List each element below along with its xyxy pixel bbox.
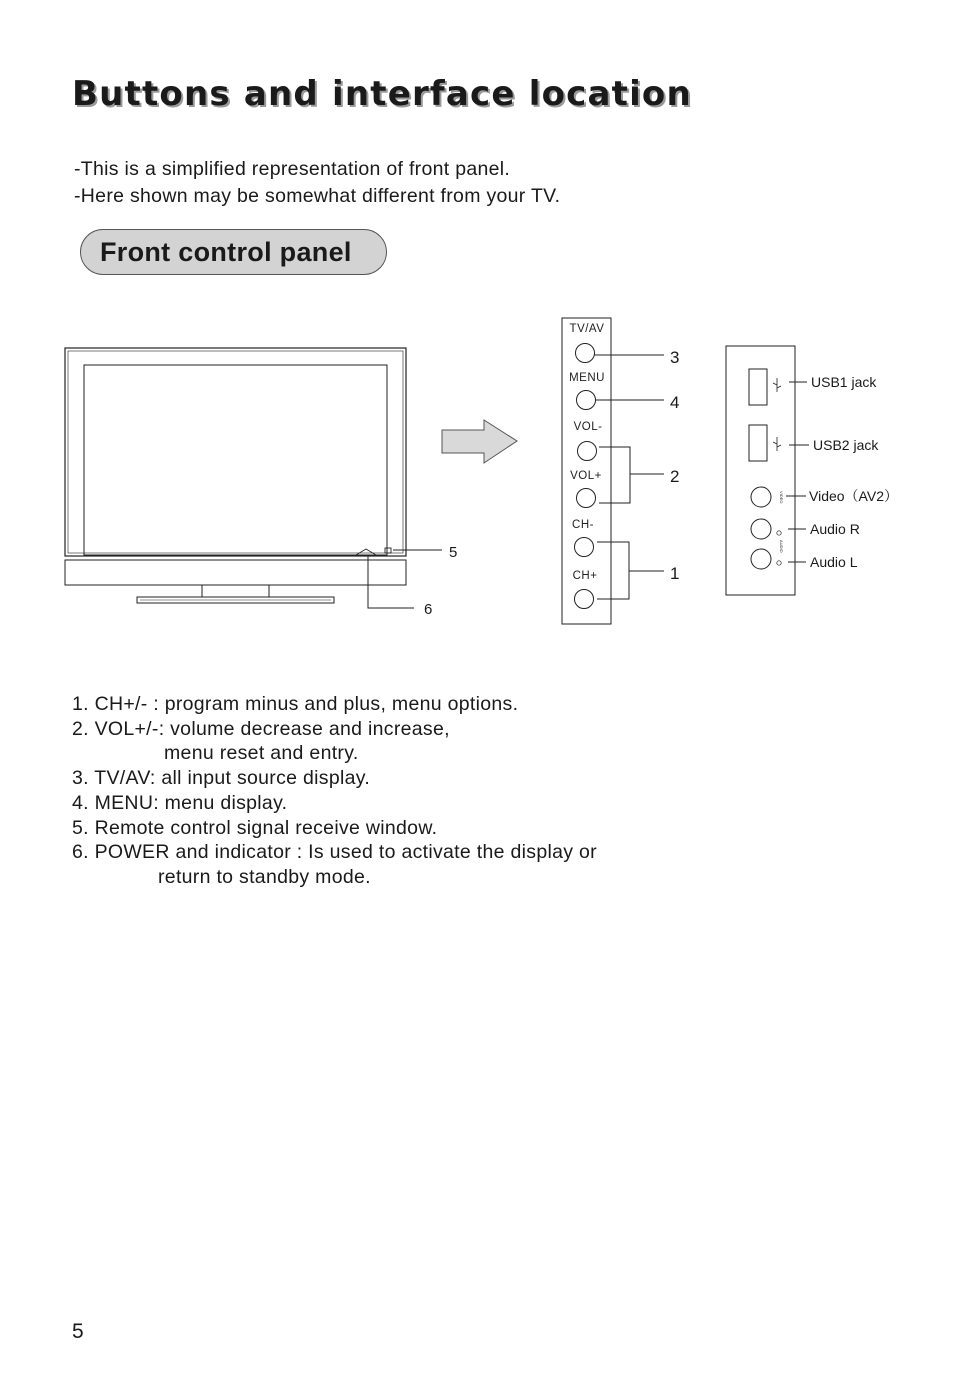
usb-icon — [773, 437, 781, 451]
audio-r-jack[interactable] — [751, 519, 771, 539]
tv-illustration — [65, 348, 406, 603]
button-label-menu: MENU — [569, 372, 605, 384]
usb1-port[interactable] — [749, 369, 767, 405]
video-label: Video（AV2） — [809, 488, 898, 504]
callout-2: 2 — [670, 467, 680, 486]
callout-6: 6 — [424, 601, 433, 618]
button-label-ch-plus: CH+ — [572, 570, 598, 582]
front-panel-diagram — [0, 300, 954, 640]
vol-plus-button[interactable] — [577, 489, 596, 508]
button-label-vol-plus: VOL+ — [570, 470, 602, 482]
section-label: Front control panel — [80, 229, 387, 275]
callout-5: 5 — [449, 544, 458, 561]
usb2-port[interactable] — [749, 425, 767, 461]
list-item: 4. MENU: menu display. — [72, 791, 288, 814]
audio-l-label: Audio L — [810, 554, 858, 570]
arrow-right-icon — [442, 420, 517, 463]
list-item: 3. TV/AV: all input source display. — [72, 767, 371, 790]
list-item: 1. CH+/- : program minus and plus, menu options. — [72, 693, 519, 715]
remote-receiver-window — [385, 548, 391, 553]
menu-button[interactable] — [577, 391, 596, 410]
button-label-ch-minus: CH- — [572, 519, 594, 531]
audio-r-label: Audio R — [810, 521, 860, 537]
usb2-label: USB2 jack — [813, 437, 879, 453]
audio-tiny-label: AUDIO — [779, 540, 784, 553]
list-item-continuation: menu reset and entry. — [164, 742, 359, 765]
ch-minus-button[interactable] — [575, 538, 594, 557]
page-title: Buttons and interface location — [72, 74, 692, 114]
descriptions-list — [72, 692, 597, 890]
callout-4: 4 — [670, 393, 680, 412]
callout-1: 1 — [670, 564, 680, 583]
ch-plus-button[interactable] — [575, 590, 594, 609]
video-jack[interactable] — [751, 487, 771, 507]
video-tiny-label: VIDEO — [779, 491, 784, 504]
audio-l-jack[interactable] — [751, 549, 771, 569]
button-label-tvav: TV/AV — [569, 323, 605, 335]
usb1-label: USB1 jack — [811, 374, 877, 390]
page-number: 5 — [72, 1320, 84, 1343]
list-item-continuation: return to standby mode. — [158, 865, 371, 888]
usb-icon — [773, 378, 781, 392]
side-interface-panel — [726, 346, 898, 595]
intro-notes — [74, 156, 560, 210]
power-indicator-mark — [356, 549, 376, 555]
list-item: 2. VOL+/-: volume decrease and increase, — [72, 717, 450, 740]
button-label-vol-minus: VOL- — [573, 421, 603, 433]
intro-line: -This is a simplified representation of front panel. — [74, 158, 511, 180]
list-item: 5. Remote control signal receive window. — [72, 816, 438, 839]
button-panel — [562, 318, 611, 624]
callout-3: 3 — [670, 348, 680, 367]
list-item: 6. POWER and indicator : Is used to activate the display or — [72, 841, 597, 864]
intro-line: -Here shown may be somewhat different from your TV. — [74, 185, 561, 207]
tvav-button[interactable] — [576, 344, 595, 363]
vol-minus-button[interactable] — [578, 442, 597, 461]
